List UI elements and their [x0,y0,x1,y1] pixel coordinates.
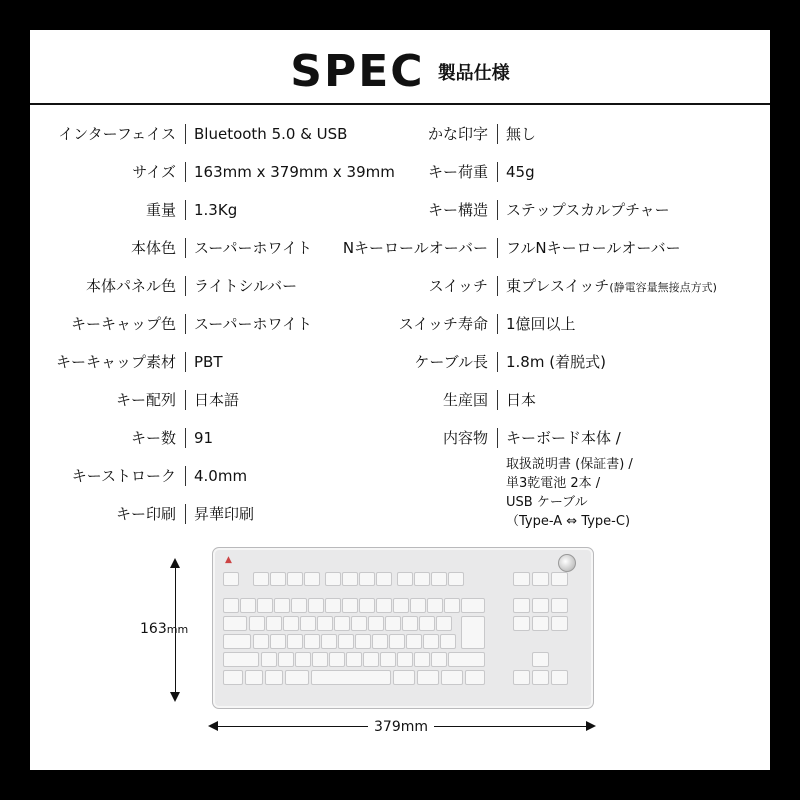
spec-value-text: 163mm x 379mm x 39mm [194,163,395,181]
key-cap [338,634,354,649]
key-cap [274,598,290,613]
key-cap [406,634,422,649]
spec-panel [30,30,770,770]
key-cap [291,598,307,613]
key-cap [380,652,396,667]
key-cap [240,598,256,613]
key-cap [270,634,286,649]
key-cap [253,572,269,586]
key-cap [551,598,568,613]
key-cap [513,616,530,631]
key-cap [397,572,413,586]
spec-separator [497,314,498,334]
spec-value [506,388,536,414]
spec-value-text: 4.0mm [194,467,248,485]
spec-label: Nキーロールオーバー [342,239,488,257]
key-cap [253,634,269,649]
spec-label: スイッチ寿命 [398,315,488,333]
spec-label: 本体パネル色 [85,277,176,295]
spec-value [506,350,606,376]
page-subtitle: 製品仕様 [437,62,510,84]
spec-separator [185,466,186,486]
height-value: 163 [140,621,167,637]
spec-value-text: 日本 [506,391,537,409]
key-cap [223,670,243,685]
key-cap [359,572,375,586]
keyboard-image [212,547,594,709]
key-cap [325,598,341,613]
spec-label: ケーブル長 [414,353,488,371]
spec-value-text: 東プレスイッチ [506,277,610,295]
key-cap [441,670,463,685]
key-cap [325,572,341,586]
key-cap [334,616,350,631]
key-cap [257,598,273,613]
key-cap [376,572,392,586]
key-cap [265,670,283,685]
arrow-left-icon [208,721,218,731]
arrow-right-icon [586,721,596,731]
spec-separator [185,504,186,524]
key-cap [417,670,439,685]
key-cap [342,598,358,613]
key-cap [295,652,311,667]
spec-value-text: フルNキーロールオーバー [506,239,681,257]
header [30,46,770,97]
spec-row [30,122,770,146]
spec-value-text: 無し [506,125,537,143]
key-cap [223,616,247,631]
spec-value [194,502,254,528]
key-cap [311,670,391,685]
key-cap [444,598,460,613]
key-cap [355,634,371,649]
contents-item: 取扱説明書 (保証書) / [506,457,633,472]
spec-value [506,160,535,186]
key-cap [532,572,549,586]
key-cap [329,652,345,667]
key-cap [431,652,447,667]
height-unit: mm [166,623,189,636]
spec-row [30,388,770,412]
key-cap [389,634,405,649]
spec-label: かな印字 [427,125,488,143]
contents-item: USB ケーブル [506,495,588,510]
key-cap [304,634,320,649]
key-cap [419,616,435,631]
key-cap [363,652,379,667]
key-cap [285,670,309,685]
spec-value-text: ステップスカルプチャー [506,201,670,219]
key-cap [393,670,415,685]
key-cap [321,634,337,649]
page-title: SPEC [290,46,425,97]
spec-label: 生産国 [442,391,488,409]
spec-value-text: 91 [194,429,214,447]
spec-label: キー印刷 [115,505,176,523]
key-cap [448,652,485,667]
spec-label: サイズ [132,163,176,181]
spec-value-text: スーパーホワイト [194,239,313,257]
spec-value-text: 日本語 [194,391,240,409]
key-cap [551,670,568,685]
spec-row [30,350,770,374]
spec-row [30,160,770,184]
key-cap [312,652,328,667]
key-cap [376,598,392,613]
spec-value-text: 1.8m (着脱式) [506,353,606,371]
spec-value-text: 45g [506,163,535,181]
spec-row [30,198,770,222]
key-cap [465,670,485,685]
spec-row [30,426,770,450]
key-cap [532,598,549,613]
contents-list [506,455,633,531]
spec-label: キー数 [130,429,176,447]
spec-separator [497,352,498,372]
spec-value [506,312,576,338]
spec-value [506,236,681,262]
key-cap [266,616,282,631]
key-cap [346,652,362,667]
key-cap [278,652,294,667]
key-cap [287,572,303,586]
key-cap [249,616,265,631]
key-cap [436,616,452,631]
key-cap [513,572,530,586]
key-cap [513,598,530,613]
contents-item: （Type-A ⇔ Type-C) [506,514,631,529]
key-cap [359,598,375,613]
spec-label: キー構造 [427,201,488,219]
brand-logo-icon: ▲ [225,555,232,565]
spec-label: 重量 [145,201,176,219]
key-cap [532,670,549,685]
key-cap [410,598,426,613]
spec-value-text: Bluetooth 5.0 & USB [194,125,348,143]
key-cap [414,572,430,586]
header-rule [30,103,770,105]
key-cap [393,598,409,613]
spec-label: 本体色 [130,239,176,257]
key-cap [300,616,316,631]
spec-separator [497,428,498,448]
spec-value [194,464,247,490]
spec-value-text: 昇華印刷 [194,505,255,523]
spec-value-text: PBT [194,353,223,371]
spec-label: キー配列 [115,391,176,409]
spec-label: スイッチ [428,277,488,295]
spec-label: キー荷重 [427,163,488,181]
spec-value [506,198,670,224]
key-cap [461,598,485,613]
key-cap [283,616,299,631]
spec-label: 内容物 [442,429,488,447]
key-cap [461,616,485,649]
volume-knob-icon [558,554,576,572]
key-cap [245,670,263,685]
spec-label: キーキャップ素材 [55,353,176,371]
spec-separator [497,276,498,296]
key-cap [448,572,464,586]
spec-row [30,502,770,526]
spec-row [30,274,770,298]
key-cap [223,598,239,613]
key-cap [423,634,439,649]
key-cap [342,572,358,586]
key-cap [551,616,568,631]
key-cap [368,616,384,631]
key-cap [317,616,333,631]
key-cap [223,652,259,667]
key-cap [304,572,320,586]
arrow-up-icon [170,558,180,568]
arrow-down-icon [170,692,180,702]
key-cap [414,652,430,667]
key-cap [372,634,388,649]
height-label [140,621,188,637]
key-cap [551,572,568,586]
spec-separator [497,390,498,410]
spec-separator [497,200,498,220]
spec-label: インターフェイス [58,125,176,143]
key-cap [440,634,456,649]
spec-separator [497,238,498,258]
spec-value-text: 1億回以上 [506,315,576,333]
spec-value-text: 1.3Kg [194,201,238,219]
key-cap [287,634,303,649]
spec-value-note: (静電容量無接点方式) [609,281,717,294]
key-cap [385,616,401,631]
contents-item: 単3乾電池 2本 / [506,476,601,491]
key-cap [431,572,447,586]
spec-label: キーキャップ色 [70,315,176,333]
spec-value [506,426,621,452]
key-cap [261,652,277,667]
key-cap [532,652,549,667]
spec-value-text: スーパーホワイト [194,315,313,333]
key-cap [513,670,530,685]
key-cap [351,616,367,631]
spec-separator [497,162,498,182]
width-label: 379mm [368,719,434,735]
spec-value [506,274,717,300]
key-cap [223,572,239,586]
spec-label: キーストローク [71,467,176,485]
spec-row [30,312,770,336]
spec-row [30,464,770,488]
key-cap [427,598,443,613]
key-cap [223,634,251,649]
spec-value-text: キーボード本体 / [506,429,621,447]
key-cap [402,616,418,631]
key-cap [308,598,324,613]
key-cap [397,652,413,667]
key-cap [270,572,286,586]
spec-row [30,236,770,260]
key-cap [532,616,549,631]
spec-value-text: ライトシルバー [194,277,298,295]
spec-value [506,122,536,148]
spec-separator [497,124,498,144]
